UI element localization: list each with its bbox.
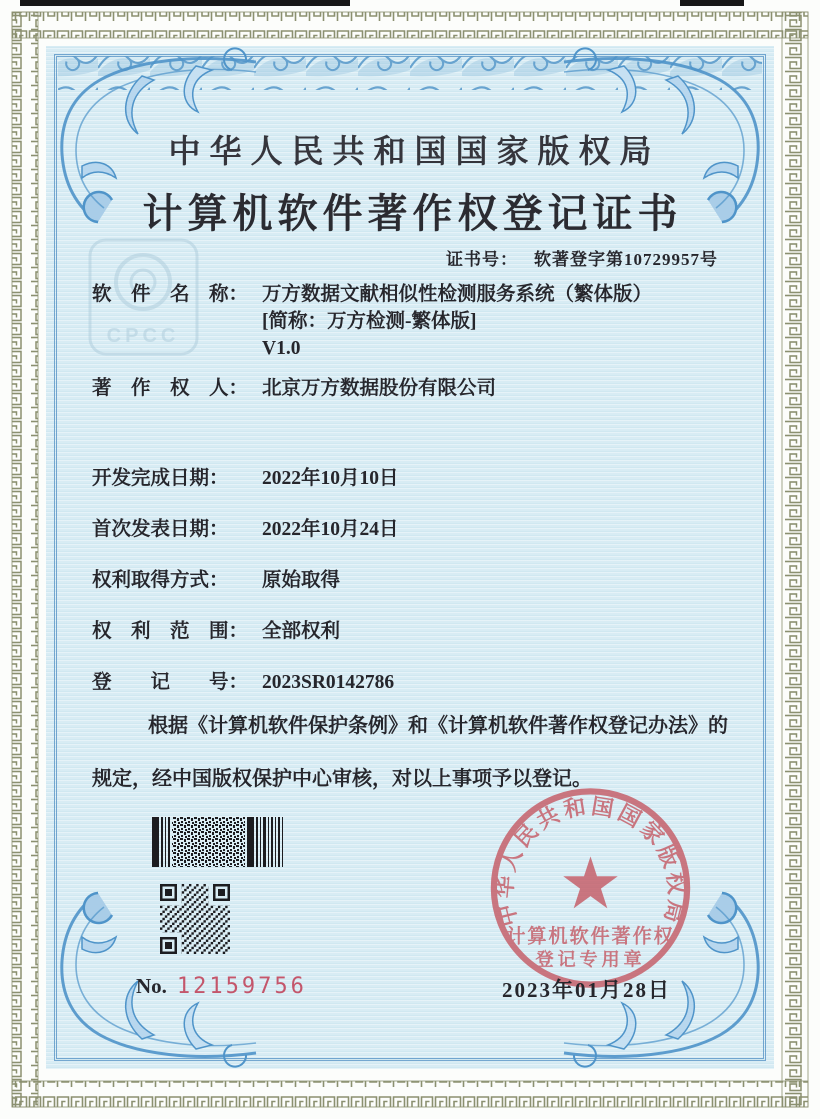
certificate-title: 计算机软件著作权登记证书 bbox=[142, 191, 683, 236]
field-label: 首次发表日期： bbox=[92, 519, 229, 540]
first-publish-date-value: 2022年10月24日 bbox=[262, 519, 399, 540]
field-value bbox=[262, 281, 652, 362]
field-label: 开发完成日期： bbox=[92, 468, 229, 489]
star-icon bbox=[563, 856, 618, 908]
field-registration-number bbox=[92, 669, 752, 696]
barcode-2d bbox=[152, 817, 287, 867]
software-name-line2: [简称：万方检测-繁体版] bbox=[262, 311, 477, 332]
field-first-publish-date bbox=[92, 516, 752, 543]
registration-number-value: 2023SR0142786 bbox=[262, 672, 395, 693]
seal-line2: 登记专用章 bbox=[535, 949, 646, 970]
field-rights-acquisition bbox=[92, 567, 752, 594]
field-label: 登 记 号： bbox=[92, 672, 249, 693]
field-software-name bbox=[92, 281, 752, 362]
serial-number-value: 12159756 bbox=[176, 974, 307, 999]
issuing-authority-title: 中华人民共和国国家版权局 bbox=[168, 133, 661, 169]
certificate-number-row bbox=[446, 245, 718, 270]
rights-acquisition-value: 原始取得 bbox=[262, 570, 341, 591]
field-label: 权 利 范 围： bbox=[92, 621, 249, 642]
certificate-number-label: 证书号： bbox=[446, 250, 518, 269]
software-name-line3: V1.0 bbox=[262, 338, 301, 359]
field-label: 著 作 权 人： bbox=[92, 378, 249, 399]
field-rights-scope bbox=[92, 618, 752, 645]
field-label: 权利取得方式： bbox=[92, 570, 229, 591]
software-name-line1: 万方数据文献相似性检测服务系统（繁体版） bbox=[262, 284, 653, 305]
issue-date: 2023年01月28日 bbox=[502, 978, 671, 1002]
statement-line1: 根据《计算机软件保护条例》和《计算机软件著作权登记办法》的 bbox=[148, 715, 728, 737]
qr-code bbox=[160, 884, 230, 954]
copyright-owner-value: 北京万方数据股份有限公司 bbox=[262, 378, 497, 399]
field-copyright-owner bbox=[92, 375, 752, 402]
field-dev-complete-date bbox=[92, 465, 752, 492]
official-seal bbox=[478, 778, 703, 998]
watermark-text: CPCC bbox=[106, 325, 180, 347]
serial-number-row bbox=[136, 974, 307, 999]
seal-ring-text: 中华人民共和国国家版权局 bbox=[491, 793, 690, 930]
dev-complete-date-value: 2022年10月10日 bbox=[262, 468, 399, 489]
rights-scope-value: 全部权利 bbox=[262, 621, 341, 642]
certificate-number-value: 软著登字第10729957号 bbox=[534, 250, 718, 269]
serial-number-label: No. bbox=[136, 974, 167, 998]
seal-line1: 计算机软件著作权 bbox=[506, 926, 675, 948]
field-label: 软 件 名 称： bbox=[92, 284, 249, 305]
certificate-fields bbox=[92, 281, 752, 696]
statement-line2: 规定，经中国版权保护中心审核，对以上事项予以登记。 bbox=[92, 768, 592, 790]
